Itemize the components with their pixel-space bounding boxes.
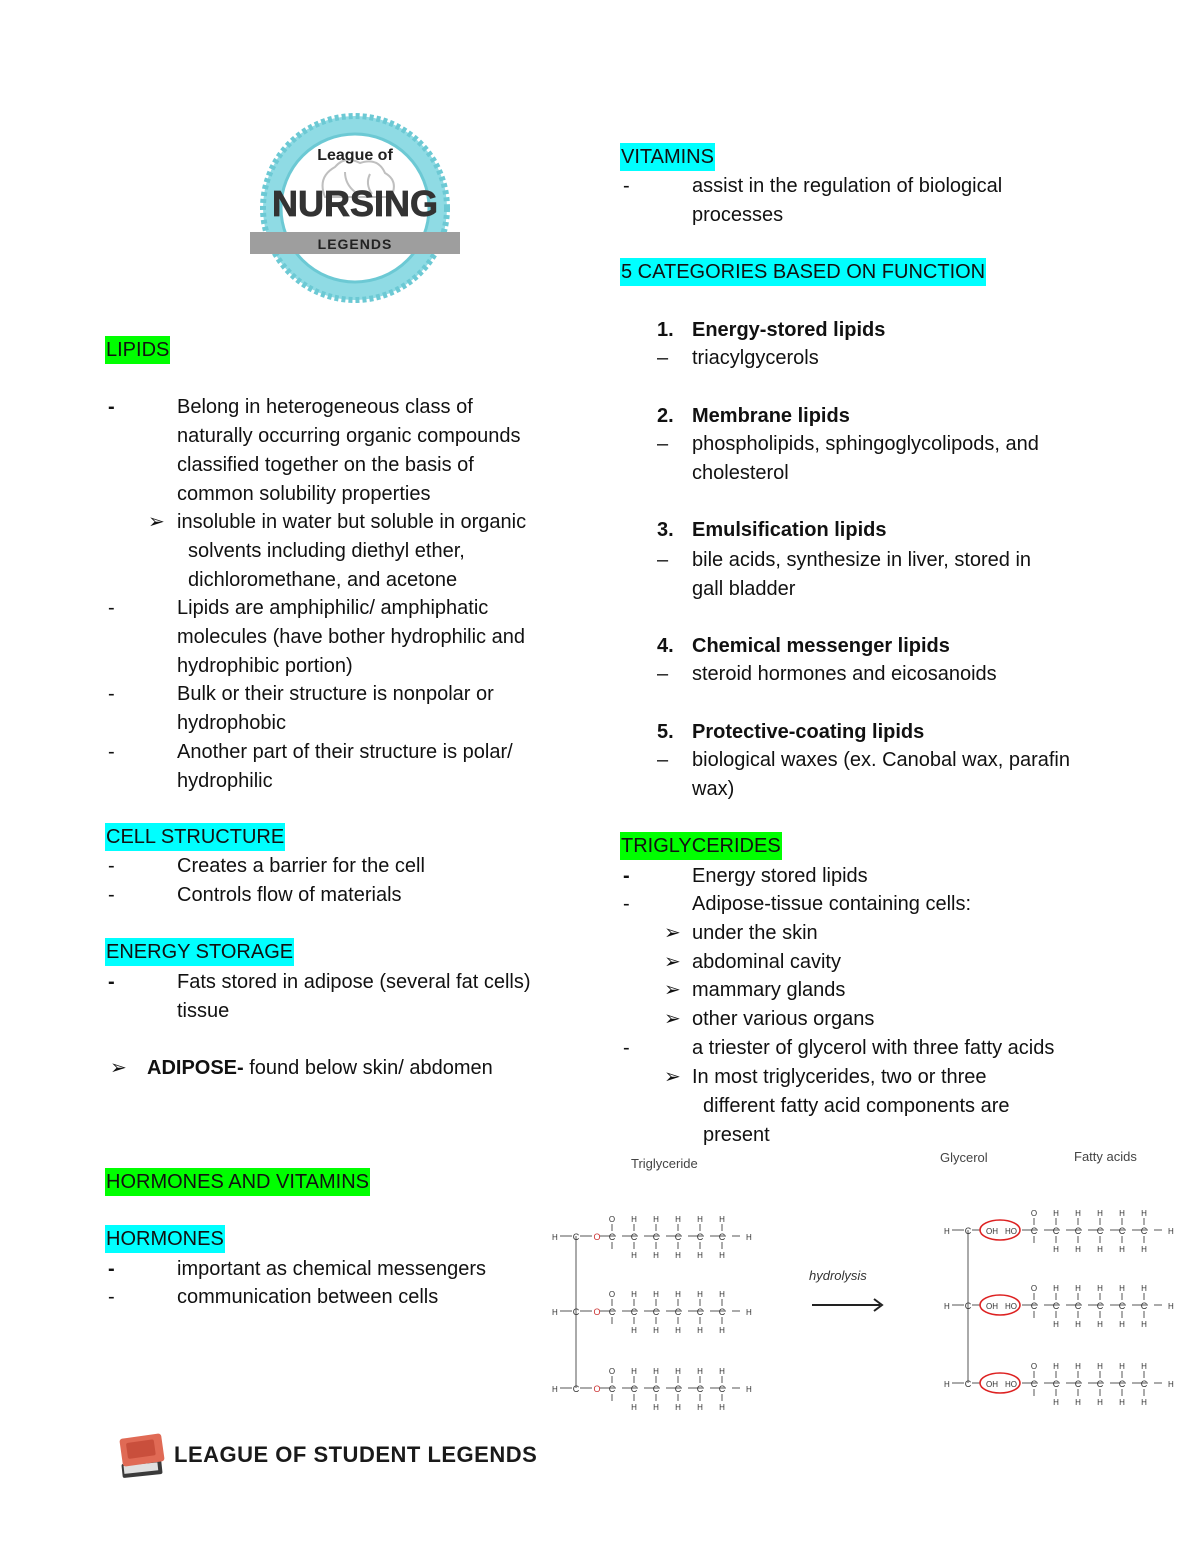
hydrogen-atom: H: [552, 1385, 558, 1394]
hydrogen-atom: H: [675, 1367, 681, 1376]
arrow-bullet-icon: ➢: [664, 979, 681, 1001]
hydrogen-atom: H: [1119, 1245, 1125, 1254]
hydrogen-atom: H: [1097, 1245, 1103, 1254]
triglycerides-sub-1: under the skin: [692, 922, 818, 944]
category-2-desc-2: cholesterol: [692, 462, 789, 484]
category-3-num: 3.: [657, 519, 674, 541]
carbon-atom: C: [652, 1307, 660, 1317]
triglyceride-molecule: [552, 1215, 752, 1412]
hydrogen-atom: H: [1119, 1284, 1125, 1293]
carbon-atom: C: [1074, 1379, 1082, 1389]
hydrogen-atom: H: [1075, 1362, 1081, 1371]
carbon-atom: C: [674, 1307, 682, 1317]
lipids-heading: LIPIDS: [105, 336, 170, 364]
category-3-desc-2: gall bladder: [692, 578, 796, 600]
hydrogen-atom: H: [1097, 1284, 1103, 1293]
hydrogen-atom: H: [1075, 1245, 1081, 1254]
carbon-atom: C: [964, 1226, 972, 1236]
book-stack-icon: [118, 1428, 168, 1482]
energy-storage-item-line-2: tissue: [177, 1000, 230, 1022]
carbon-atom: C: [718, 1232, 726, 1242]
hydrogen-atom: H: [1097, 1398, 1103, 1407]
hydrogen-atom: O: [1030, 1362, 1038, 1371]
footer-brand: [118, 1428, 538, 1484]
hydrogen-atom: H: [631, 1367, 637, 1376]
triglycerides-sub-4: other various organs: [692, 1008, 875, 1030]
carbon-atom: C: [608, 1384, 616, 1394]
carbon-atom: C: [1118, 1301, 1126, 1311]
hydrogen-atom: H: [944, 1227, 950, 1236]
category-4-title: Chemical messenger lipids: [692, 635, 950, 657]
lipids-item-3-line-3: hydrophibic portion): [177, 655, 353, 677]
triglycerides-item-3: a triester of glycerol with three fatty acids: [692, 1037, 1055, 1059]
lipids-item-1-line-2: naturally occurring organic compounds: [177, 425, 521, 447]
hydrogen-atom: H: [1075, 1209, 1081, 1218]
carbon-atom: C: [696, 1307, 704, 1317]
hydrogen-atom: H: [675, 1215, 681, 1224]
hydrogen-atom: H: [1141, 1362, 1147, 1371]
category-3-desc-1: bile acids, synthesize in liver, stored in: [692, 549, 1032, 571]
carbon-atom: C: [718, 1384, 726, 1394]
category-2-num: 2.: [657, 405, 674, 427]
hydrogen-atom: H: [631, 1290, 637, 1299]
category-2-title: Membrane lipids: [692, 405, 850, 427]
triglycerides-sub-2: abdominal cavity: [692, 951, 841, 973]
triglycerides-item-1: Energy stored lipids: [692, 865, 868, 887]
carbon-atom: C: [1030, 1226, 1038, 1236]
hydrogen-atom: H: [1053, 1320, 1059, 1329]
vitamins-line-2: processes: [692, 204, 784, 226]
carbon-atom: C: [1030, 1301, 1038, 1311]
hormones-vitamins-heading: HORMONES AND VITAMINS: [105, 1168, 370, 1196]
hydrogen-atom: H: [1141, 1209, 1147, 1218]
hydrogen-atom: H: [697, 1215, 703, 1224]
hydrogen-atom: H: [719, 1251, 725, 1260]
carbon-atom: C: [1030, 1379, 1038, 1389]
hydrogen-atom: H: [1141, 1320, 1147, 1329]
carbon-atom: C: [1140, 1301, 1148, 1311]
hydrogen-atom: H: [1168, 1227, 1174, 1236]
triglyceride-label: Triglyceride: [631, 1156, 698, 1171]
triglycerides-item-2: Adipose-tissue containing cells:: [692, 893, 972, 915]
carbon-atom: C: [608, 1307, 616, 1317]
hydrogen-atom: H: [653, 1403, 659, 1412]
carbon-atom: C: [696, 1384, 704, 1394]
hydrogen-atom: H: [653, 1290, 659, 1299]
category-4-desc: steroid hormones and eicosanoids: [692, 663, 997, 685]
carbon-atom: C: [1140, 1226, 1148, 1236]
hydrogen-atom: H: [653, 1251, 659, 1260]
logo-banner-text: LEGENDS: [317, 236, 393, 252]
glycerol-label: Glycerol: [940, 1150, 988, 1165]
arrow-bullet-icon: ➢: [664, 1066, 681, 1088]
carbon-atom: C: [1096, 1379, 1104, 1389]
hydrogen-atom: H: [1075, 1284, 1081, 1293]
lipids-item-2-line-2: solvents including diethyl ether,: [188, 540, 465, 562]
category-3-title: Emulsification lipids: [692, 519, 887, 541]
hydrogen-atom: H: [1168, 1302, 1174, 1311]
carbon-atom: C: [1118, 1226, 1126, 1236]
carbon-atom: C: [1052, 1301, 1060, 1311]
category-1-title: Energy-stored lipids: [692, 319, 886, 341]
hydrogen-atom: H: [697, 1403, 703, 1412]
fatty-acids-label: Fatty acids: [1074, 1149, 1137, 1164]
category-5-desc-1: biological waxes (ex. Canobal wax, parafin: [692, 749, 1070, 771]
hydrogen-atom: H: [697, 1251, 703, 1260]
hydrogen-atom: O: [1030, 1209, 1038, 1218]
categories-heading: 5 CATEGORIES BASED ON FUNCTION: [620, 258, 986, 286]
hydrogen-atom: H: [1097, 1209, 1103, 1218]
cell-structure-item-2: Controls flow of materials: [177, 884, 402, 906]
hydrogen-atom: O: [608, 1290, 616, 1299]
hydrogen-atom: H: [675, 1403, 681, 1412]
hydrogen-atom: H: [1053, 1398, 1059, 1407]
hydrogen-atom: H: [1053, 1362, 1059, 1371]
hormones-item-1: important as chemical messengers: [177, 1258, 487, 1280]
hydrogen-atom: H: [675, 1326, 681, 1335]
lipids-item-1-line-4: common solubility properties: [177, 483, 431, 505]
triglycerides-note-1: In most triglycerides, two or three: [692, 1066, 987, 1088]
hydrogen-atom: H: [1075, 1320, 1081, 1329]
arrow-bullet-icon: ➢: [110, 1057, 127, 1079]
vitamins-line-1: assist in the regulation of biological: [692, 175, 1003, 197]
category-5-desc-2: wax): [692, 778, 735, 800]
carbon-atom: C: [718, 1307, 726, 1317]
hydroxyl-group: HO: [1005, 1380, 1017, 1389]
lipids-item-1-line-1: Belong in heterogeneous class of: [177, 396, 473, 418]
hormones-heading: HORMONES: [105, 1225, 225, 1253]
hydrolysis-arrow: [812, 1299, 882, 1311]
hydrogen-atom: H: [631, 1251, 637, 1260]
vitamins-heading: VITAMINS: [620, 143, 715, 171]
carbon-atom: C: [1118, 1379, 1126, 1389]
category-1-num: 1.: [657, 319, 674, 341]
category-5-title: Protective-coating lipids: [692, 721, 925, 743]
carbon-atom: C: [1074, 1226, 1082, 1236]
hydrogen-atom: H: [697, 1290, 703, 1299]
hydrogen-atom: H: [653, 1326, 659, 1335]
footer-brand-text: LEAGUE OF STUDENT LEGENDS: [174, 1442, 538, 1467]
hydrogen-atom: O: [608, 1367, 616, 1376]
lipids-item-1-line-3: classified together on the basis of: [177, 454, 474, 476]
hydrogen-atom: H: [1141, 1245, 1147, 1254]
hydrogen-atom: H: [1053, 1245, 1059, 1254]
category-1-desc: triacylgycerols: [692, 347, 819, 369]
hydrogen-atom: H: [1119, 1398, 1125, 1407]
carbon-atom: C: [674, 1232, 682, 1242]
carbon-atom: C: [572, 1384, 580, 1394]
lipids-item-2-line-1: insoluble in water but soluble in organic: [177, 511, 527, 533]
nursing-logo: [250, 112, 460, 304]
hydrolysis-label: hydrolysis: [809, 1268, 867, 1283]
triglycerides-note-2: different fatty acid components are: [703, 1095, 1010, 1117]
hydrogen-atom: H: [746, 1308, 752, 1317]
hydrogen-atom: H: [1097, 1362, 1103, 1371]
carbon-atom: C: [630, 1384, 638, 1394]
carbon-atom: C: [630, 1232, 638, 1242]
hydrolysis-diagram: [540, 1145, 1180, 1420]
hydrogen-atom: H: [675, 1251, 681, 1260]
hydrogen-atom: H: [675, 1290, 681, 1299]
hydrogen-atom: H: [719, 1290, 725, 1299]
hydrogen-atom: H: [1119, 1320, 1125, 1329]
hydrogen-atom: H: [697, 1367, 703, 1376]
lipids-item-4-line-2: hydrophobic: [177, 712, 286, 734]
hydroxyl-group: OH: [986, 1227, 998, 1236]
carbon-atom: C: [652, 1384, 660, 1394]
oxygen-atom: O: [593, 1384, 601, 1394]
carbon-atom: C: [964, 1379, 972, 1389]
logo-main-text: NURSING: [271, 183, 439, 224]
triglycerides-heading: TRIGLYCERIDES: [620, 832, 782, 860]
hydrogen-atom: H: [1053, 1209, 1059, 1218]
arrow-bullet-icon: ➢: [664, 951, 681, 973]
carbon-atom: C: [652, 1232, 660, 1242]
glycerol-fatty-acids-molecule: [944, 1209, 1174, 1407]
carbon-atom: C: [1052, 1379, 1060, 1389]
carbon-atom: C: [1074, 1301, 1082, 1311]
hydroxyl-group: HO: [1005, 1227, 1017, 1236]
carbon-atom: C: [1096, 1301, 1104, 1311]
hydrogen-atom: H: [1141, 1398, 1147, 1407]
carbon-atom: C: [608, 1232, 616, 1242]
hydrogen-atom: H: [746, 1385, 752, 1394]
lipids-item-3-line-2: molecules (have bother hydrophilic and: [177, 626, 525, 648]
energy-storage-item-line-1: Fats stored in adipose (several fat cells): [177, 971, 531, 993]
logo-top-text: League of: [317, 147, 393, 164]
hydrogen-atom: H: [1075, 1398, 1081, 1407]
carbon-atom: C: [1140, 1379, 1148, 1389]
category-4-num: 4.: [657, 635, 674, 657]
hydrogen-atom: H: [1053, 1284, 1059, 1293]
triglycerides-note-3: present: [703, 1124, 770, 1146]
hydroxyl-group: HO: [1005, 1302, 1017, 1311]
hydrogen-atom: H: [944, 1380, 950, 1389]
hydroxyl-group: OH: [986, 1380, 998, 1389]
hydrogen-atom: H: [552, 1308, 558, 1317]
carbon-atom: C: [964, 1301, 972, 1311]
oxygen-atom: O: [593, 1307, 601, 1317]
oxygen-atom: O: [593, 1232, 601, 1242]
category-2-desc-1: phospholipids, sphingoglycolipods, and: [692, 433, 1039, 455]
lipids-item-5-line-2: hydrophilic: [177, 770, 273, 792]
lipids-item-3-line-1: Lipids are amphiphilic/ amphiphatic: [177, 597, 489, 619]
arrow-bullet-icon: ➢: [664, 922, 681, 944]
hydrogen-atom: H: [746, 1233, 752, 1242]
arrow-bullet-icon: ➢: [664, 1008, 681, 1030]
carbon-atom: C: [674, 1384, 682, 1394]
lipids-item-4-line-1: Bulk or their structure is nonpolar or: [177, 683, 494, 705]
hydrogen-atom: H: [631, 1215, 637, 1224]
hormones-item-2: communication between cells: [177, 1286, 439, 1308]
hydroxyl-group: OH: [986, 1302, 998, 1311]
hydrogen-atom: H: [552, 1233, 558, 1242]
hydrogen-atom: H: [1097, 1320, 1103, 1329]
carbon-atom: C: [696, 1232, 704, 1242]
category-5-num: 5.: [657, 721, 674, 743]
hydrogen-atom: H: [697, 1326, 703, 1335]
hydrogen-atom: H: [653, 1367, 659, 1376]
hydrogen-atom: H: [1119, 1209, 1125, 1218]
carbon-atom: C: [1052, 1226, 1060, 1236]
hydrogen-atom: H: [1168, 1380, 1174, 1389]
hydrogen-atom: H: [631, 1326, 637, 1335]
hydrogen-atom: O: [1030, 1284, 1038, 1293]
triglycerides-sub-3: mammary glands: [692, 979, 846, 1001]
lipids-item-2-line-3: dichloromethane, and acetone: [188, 569, 458, 591]
cell-structure-heading: CELL STRUCTURE: [105, 823, 285, 851]
carbon-atom: C: [572, 1232, 580, 1242]
carbon-atom: C: [630, 1307, 638, 1317]
hydrogen-atom: H: [944, 1302, 950, 1311]
hydrogen-atom: H: [653, 1215, 659, 1224]
carbon-atom: C: [572, 1307, 580, 1317]
hydrogen-atom: H: [719, 1326, 725, 1335]
energy-storage-heading: ENERGY STORAGE: [105, 938, 294, 966]
hydrogen-atom: H: [719, 1403, 725, 1412]
hydrogen-atom: H: [719, 1215, 725, 1224]
hydrogen-atom: O: [608, 1215, 616, 1224]
carbon-atom: C: [1096, 1226, 1104, 1236]
lipids-item-5-line-1: Another part of their structure is polar/: [177, 741, 513, 763]
hydrogen-atom: H: [1119, 1362, 1125, 1371]
hydrogen-atom: H: [631, 1403, 637, 1412]
arrow-bullet-icon: ➢: [148, 511, 165, 533]
hydrogen-atom: H: [719, 1367, 725, 1376]
cell-structure-item-1: Creates a barrier for the cell: [177, 855, 425, 877]
adipose-note: ADIPOSE- found below skin/ abdomen: [147, 1057, 493, 1079]
hydrogen-atom: H: [1141, 1284, 1147, 1293]
